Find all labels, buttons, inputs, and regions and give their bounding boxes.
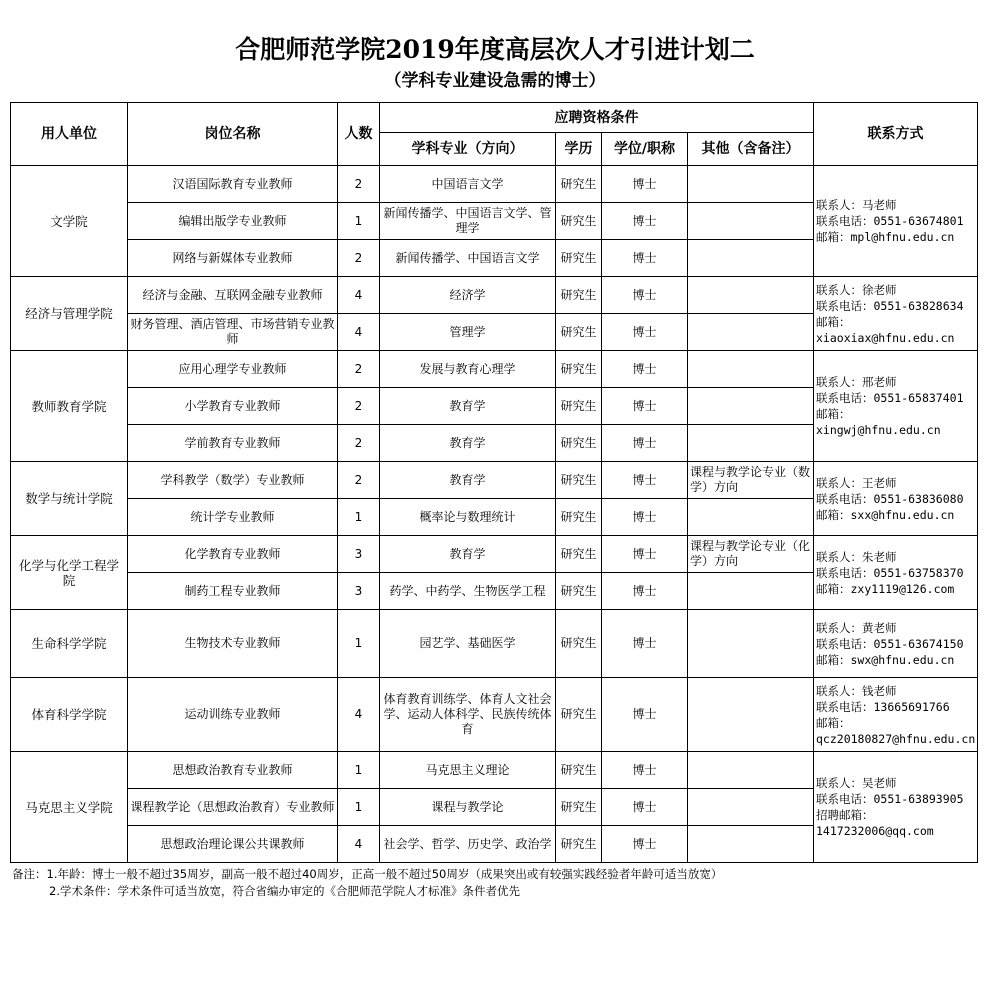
position-cell: 生物技术专业教师 [128,610,338,678]
count-cell: 2 [338,388,380,425]
position-cell: 运动训练专业教师 [128,678,338,752]
other-cell [688,351,814,388]
major-cell: 教育学 [380,536,556,573]
count-cell: 2 [338,425,380,462]
major-cell: 课程与教学论 [380,789,556,826]
count-cell: 4 [338,678,380,752]
count-cell: 1 [338,203,380,240]
table-row [11,536,978,573]
unit-name-cell: 经济与管理学院 [11,277,128,351]
other-cell [688,388,814,425]
contact-line: 邮箱：swx@hfnu.edu.cn [816,652,955,667]
other-cell [688,826,814,863]
position-cell: 学科教学（数学）专业教师 [128,462,338,499]
contact-cell [814,610,978,678]
other-cell [688,499,814,536]
education-cell: 研究生 [556,678,602,752]
position-cell: 网络与新媒体专业教师 [128,240,338,277]
education-cell: 研究生 [556,388,602,425]
contact-line: 联系人：马老师 [816,198,897,212]
degree-cell: 博士 [602,425,688,462]
table-row [11,351,978,388]
degree-cell: 博士 [602,166,688,203]
major-cell: 药学、中药学、生物医学工程 [380,573,556,610]
position-cell: 制药工程专业教师 [128,573,338,610]
degree-cell: 博士 [602,462,688,499]
education-cell: 研究生 [556,203,602,240]
contact-cell [814,752,978,863]
count-cell: 1 [338,789,380,826]
unit-name-cell: 数学与统计学院 [11,462,128,536]
contact-line: 联系电话：0551-65837401 [816,391,964,405]
contact-line: xingwj@hfnu.edu.cn [816,423,941,437]
contact-line: 联系电话：0551-63893905 [816,792,964,806]
count-cell: 3 [338,536,380,573]
other-cell [688,573,814,610]
recruitment-table [10,102,978,863]
count-cell: 3 [338,573,380,610]
count-cell: 2 [338,462,380,499]
count-cell: 1 [338,610,380,678]
major-cell: 教育学 [380,462,556,499]
position-cell: 小学教育专业教师 [128,388,338,425]
header-unit: 用人单位 [11,103,128,166]
degree-cell: 博士 [602,499,688,536]
degree-cell: 博士 [602,678,688,752]
degree-cell: 博士 [602,610,688,678]
education-cell: 研究生 [556,277,602,314]
contact-cell [814,462,978,536]
contact-cell [814,277,978,351]
note-age: 备注：1.年龄：博士一般不超过35周岁，副高一般不超过40周岁，正高一般不超过50周岁（成果突出或有较强实践经验者年龄可适当放宽） [12,867,723,881]
header-qualifications: 应聘资格条件 [380,103,814,133]
header-contact: 联系方式 [814,103,978,166]
other-cell [688,789,814,826]
contact-cell [814,678,978,752]
education-cell: 研究生 [556,573,602,610]
contact-line: qcz20180827@hfnu.edu.cn [816,731,976,746]
contact-line: 联系电话：0551-63674801 [816,214,964,228]
table-body [11,166,978,863]
education-cell: 研究生 [556,536,602,573]
count-cell: 2 [338,240,380,277]
other-cell [688,314,814,351]
page-title: 合肥师范学院2019年度高层次人才引进计划二 [235,35,755,64]
major-cell: 新闻传播学、中国语言文学、管理学 [380,203,556,240]
table-row [11,462,978,499]
degree-cell: 博士 [602,573,688,610]
other-cell [688,166,814,203]
education-cell: 研究生 [556,789,602,826]
contact-line: 邮箱： [816,407,851,421]
count-cell: 1 [338,752,380,789]
contact-line: 联系人：朱老师 [816,549,897,564]
degree-cell: 博士 [602,536,688,573]
contact-line: 邮箱：zxy1119@126.com [816,581,955,596]
major-cell: 社会学、哲学、历史学、政治学 [380,826,556,863]
position-cell: 课程教学论（思想政治教育）专业教师 [128,789,338,826]
header-other: 其他（含备注） [688,133,814,166]
unit-name-cell: 马克思主义学院 [11,752,128,863]
contact-line: 1417232006@qq.com [816,824,934,838]
contact-line: 邮箱：sxx@hfnu.edu.cn [816,507,955,522]
position-cell: 思想政治教育专业教师 [128,752,338,789]
notes [12,866,722,900]
count-cell: 4 [338,314,380,351]
other-cell: 课程与教学论专业（化学）方向 [688,536,814,573]
contact-line: 联系人：王老师 [816,475,897,490]
position-cell: 经济与金融、互联网金融专业教师 [128,277,338,314]
major-cell: 经济学 [380,277,556,314]
education-cell: 研究生 [556,826,602,863]
education-cell: 研究生 [556,610,602,678]
contact-line: 联系电话：0551-63828634 [816,298,964,313]
degree-cell: 博士 [602,752,688,789]
table-row [11,277,978,314]
position-cell: 学前教育专业教师 [128,425,338,462]
other-cell [688,425,814,462]
other-cell [688,752,814,789]
degree-cell: 博士 [602,240,688,277]
note-academic: 2.学术条件：学术条件可适当放宽，符合省编办审定的《合肥师范学院人才标准》条件者优先 [49,884,520,898]
contact-cell [814,351,978,462]
major-cell: 教育学 [380,425,556,462]
education-cell: 研究生 [556,462,602,499]
education-cell: 研究生 [556,752,602,789]
major-cell: 园艺学、基础医学 [380,610,556,678]
contact-line: 联系电话：0551-63836080 [816,491,964,506]
contact-line: 邮箱：mpl@hfnu.edu.cn [816,230,955,244]
unit-name-cell: 化学与化学工程学院 [11,536,128,610]
position-cell: 统计学专业教师 [128,499,338,536]
contact-cell [814,536,978,610]
header-degree: 学位/职称 [602,133,688,166]
contact-line: 联系人：黄老师 [816,620,897,635]
other-cell: 课程与教学论专业（数学）方向 [688,462,814,499]
table-row [11,752,978,789]
contact-line: 联系电话：13665691766 [816,699,950,714]
header-count: 人数 [338,103,380,166]
contact-line: 招聘邮箱： [816,808,874,822]
count-cell: 2 [338,166,380,203]
count-cell: 2 [338,351,380,388]
contact-line: 联系电话：0551-63674150 [816,636,964,651]
other-cell [688,610,814,678]
position-cell: 应用心理学专业教师 [128,351,338,388]
contact-line: 联系电话：0551-63758370 [816,565,964,580]
contact-line: 联系人：钱老师 [816,683,897,698]
position-cell: 思想政治理论课公共课教师 [128,826,338,863]
count-cell: 4 [338,826,380,863]
contact-line: 联系人：吴老师 [816,776,897,790]
contact-cell [814,166,978,277]
degree-cell: 博士 [602,203,688,240]
education-cell: 研究生 [556,314,602,351]
contact-line: 联系人：徐老师 [816,282,897,297]
degree-cell: 博士 [602,351,688,388]
major-cell: 概率论与数理统计 [380,499,556,536]
position-cell: 编辑出版学专业教师 [128,203,338,240]
degree-cell: 博士 [602,277,688,314]
major-cell: 中国语言文学 [380,166,556,203]
other-cell [688,203,814,240]
header-major: 学科专业（方向） [380,133,556,166]
header-education: 学历 [556,133,602,166]
degree-cell: 博士 [602,826,688,863]
position-cell: 财务管理、酒店管理、市场营销专业教师 [128,314,338,351]
contact-line: 联系人：邢老师 [816,375,897,389]
major-cell: 马克思主义理论 [380,752,556,789]
unit-name-cell: 文学院 [11,166,128,277]
unit-name-cell: 体育科学学院 [11,678,128,752]
count-cell: 4 [338,277,380,314]
major-cell: 管理学 [380,314,556,351]
table-row [11,678,978,752]
contact-line: xiaoxiax@hfnu.edu.cn [816,330,955,345]
major-cell: 新闻传播学、中国语言文学 [380,240,556,277]
education-cell: 研究生 [556,499,602,536]
other-cell [688,240,814,277]
degree-cell: 博士 [602,314,688,351]
education-cell: 研究生 [556,166,602,203]
unit-name-cell: 生命科学学院 [11,610,128,678]
table-row [11,610,978,678]
education-cell: 研究生 [556,240,602,277]
major-cell: 发展与教育心理学 [380,351,556,388]
contact-line: 邮箱： [816,314,851,329]
degree-cell: 博士 [602,789,688,826]
major-cell: 教育学 [380,388,556,425]
position-cell: 化学教育专业教师 [128,536,338,573]
other-cell [688,277,814,314]
education-cell: 研究生 [556,351,602,388]
other-cell [688,678,814,752]
contact-line: 邮箱： [816,715,851,730]
major-cell: 体育教育训练学、体育人文社会学、运动人体科学、民族传统体育 [380,678,556,752]
unit-name-cell: 教师教育学院 [11,351,128,462]
position-cell: 汉语国际教育专业教师 [128,166,338,203]
education-cell: 研究生 [556,425,602,462]
table-row [11,166,978,203]
count-cell: 1 [338,499,380,536]
header-position: 岗位名称 [128,103,338,166]
degree-cell: 博士 [602,388,688,425]
page-subtitle: （学科专业建设急需的博士） [384,71,606,91]
